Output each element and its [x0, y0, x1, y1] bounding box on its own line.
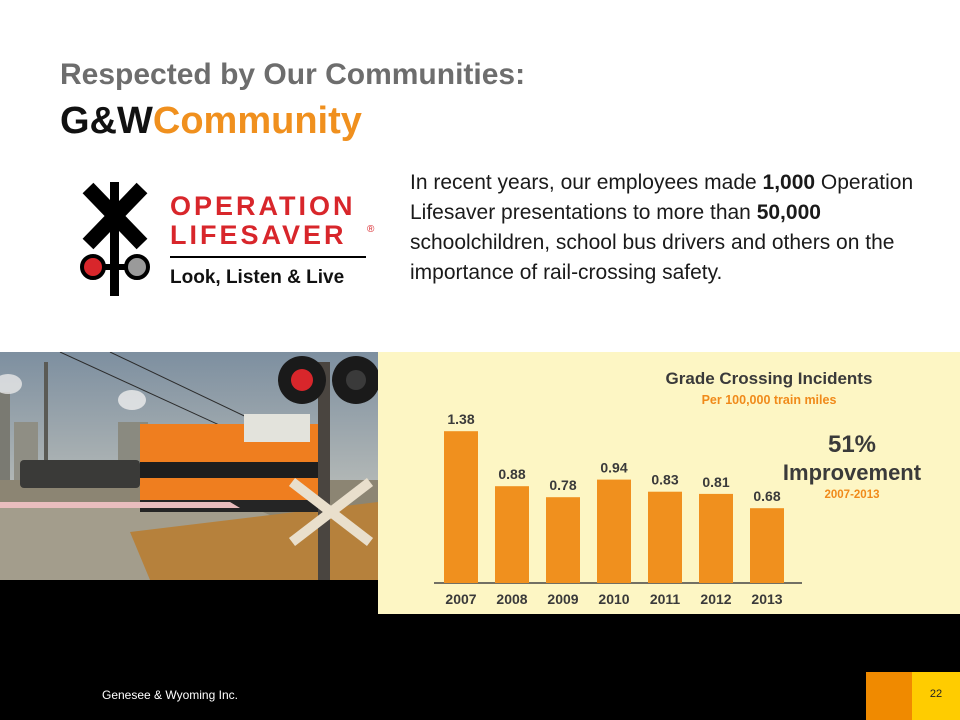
- x-tick-2013: 2013: [751, 591, 783, 607]
- intro-paragraph: [410, 168, 940, 288]
- intro-text-2: Operation Lifesaver presentations to more than: [410, 171, 914, 224]
- chart-panel: [378, 352, 960, 614]
- logo-word-operation: OPERATION: [170, 191, 356, 221]
- x-tick-2011: 2011: [649, 591, 681, 607]
- intro-text-1: In recent years, our employees made: [410, 171, 763, 194]
- x-tick-2009: 2009: [547, 591, 579, 607]
- chart-title: Grade Crossing Incidents: [665, 369, 873, 388]
- intro-text-3: schoolchildren, school bus drivers and others on the importance of rail-crossing safety.: [410, 231, 895, 284]
- subtitle-dark: G&W: [60, 100, 153, 142]
- bar-2010: [597, 480, 631, 583]
- logo-word-lifesaver: LIFESAVER: [170, 220, 347, 250]
- footer-accent-orange: [866, 672, 912, 720]
- value-label-2010: 0.94: [600, 459, 628, 476]
- bar-2013: [750, 508, 784, 583]
- slide-subtitle: [60, 100, 362, 143]
- annotation-word: Improvement: [782, 460, 922, 485]
- annotation-percent: 51%: [827, 431, 877, 458]
- value-label-2008: 0.88: [498, 466, 526, 483]
- bar-2011: [648, 492, 682, 583]
- intro-number-schoolchildren: 50,000: [756, 201, 821, 224]
- x-tick-2008: 2008: [496, 591, 528, 607]
- value-label-2007: 1.38: [447, 411, 475, 428]
- page-number: 22: [929, 688, 943, 700]
- bar-2008: [495, 486, 529, 583]
- value-label-2011: 0.83: [651, 471, 679, 488]
- logo-divider: [170, 256, 366, 258]
- annotation-range: 2007-2013: [824, 489, 880, 501]
- subtitle-orange: Community: [152, 100, 362, 142]
- bar-2007: [444, 431, 478, 583]
- x-tick-2012: 2012: [700, 591, 732, 607]
- grade-crossing-chart: [378, 352, 960, 614]
- logo-tagline: Look, Listen & Live: [170, 267, 345, 288]
- operation-lifesaver-logo: [80, 182, 380, 300]
- bar-2012: [699, 494, 733, 583]
- value-label-2009: 0.78: [549, 477, 577, 494]
- registered-mark: ®: [367, 224, 375, 235]
- x-tick-2007: 2007: [445, 591, 477, 607]
- crossbuck-icon: [82, 182, 148, 296]
- slide-title: Respected by Our Communities:: [60, 58, 526, 91]
- bar-2009: [546, 497, 580, 583]
- value-label-2012: 0.81: [702, 473, 730, 490]
- intro-number-presentations: 1,000: [762, 171, 816, 194]
- value-label-2013: 0.68: [753, 488, 781, 505]
- x-tick-2010: 2010: [598, 591, 630, 607]
- chart-subtitle: Per 100,000 train miles: [701, 393, 837, 407]
- footer-company: Genesee & Wyoming Inc.: [102, 688, 238, 702]
- railroad-crossing-photo: [0, 352, 378, 580]
